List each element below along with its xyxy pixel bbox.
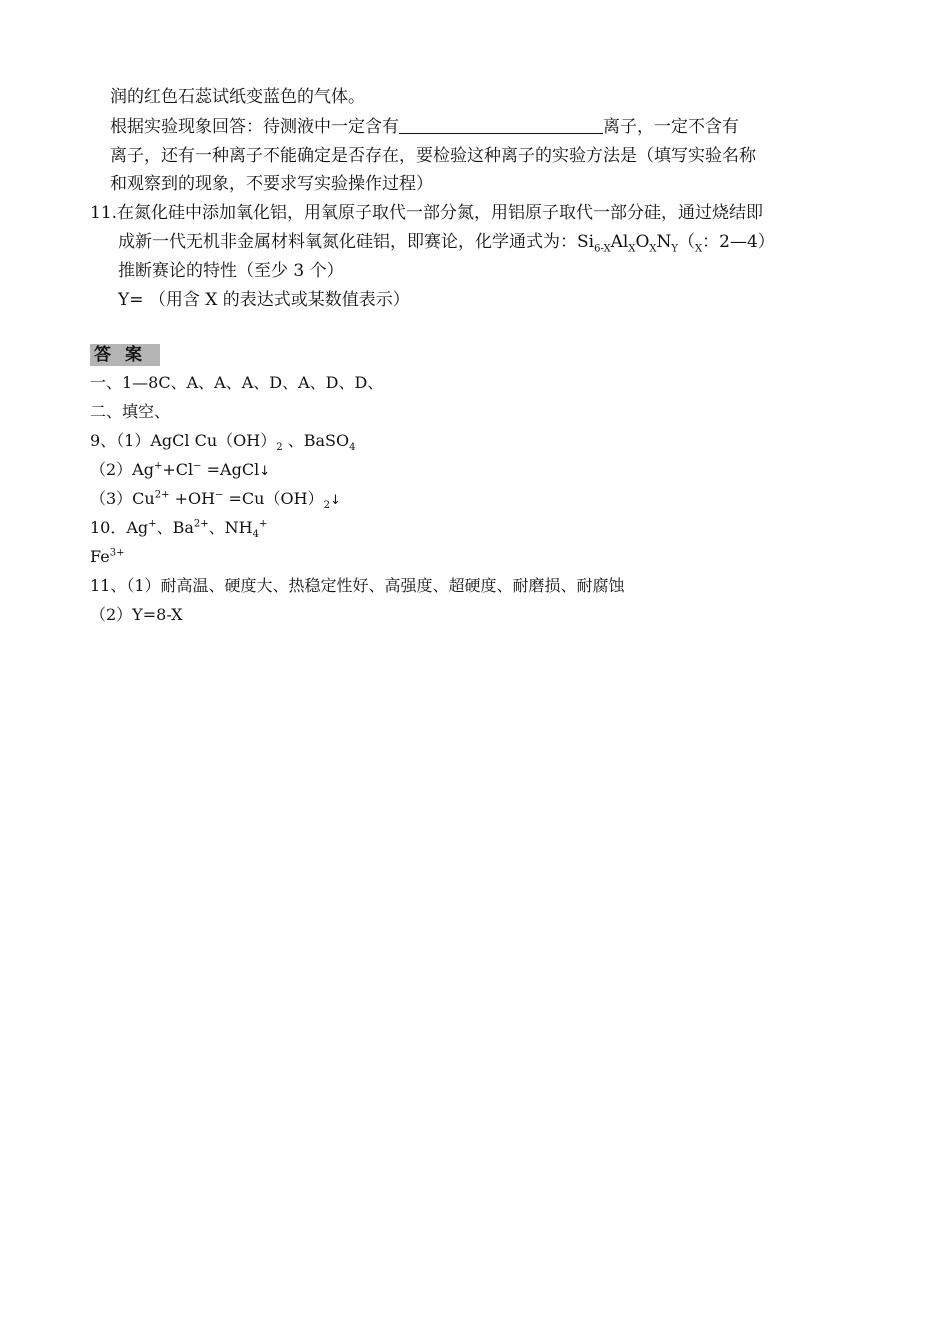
question-line-1: 润的红色石蕊试纸变蓝色的气体。 bbox=[110, 87, 365, 107]
answer-10-fe: $Fe^{3+}$ bbox=[90, 547, 125, 566]
answer-9-2: （2）Ag++Cl− =AgCl↓ bbox=[90, 460, 271, 479]
answer-section-title: 答案 bbox=[90, 344, 160, 366]
question-11-line-4: Y= （用含 X 的表达式或某数值表示） bbox=[118, 290, 410, 310]
answer-9-1: 9、（1）AgCl $Cu(OH)_2$ 、BaSO$_4$ bbox=[90, 431, 356, 454]
question-line-4: 和观察到的现象，不要求写实验操作过程） bbox=[110, 174, 433, 194]
question-line-3: 离子，还有一种离子不能确定是否存在，要检验这种离子的实验方法是（填写实验名称 bbox=[110, 146, 756, 166]
answer-blank[interactable] bbox=[399, 117, 603, 134]
answer-11-2: （2）Y=8-X bbox=[90, 605, 183, 624]
question-11-line-3: 推断赛论的特性（至少 3 个） bbox=[118, 261, 344, 281]
precipitate-arrow-icon: ↓ bbox=[259, 464, 271, 479]
answer-10: 10．Ag+、$Ba^{2+}$、$NH_4^+$ bbox=[90, 518, 268, 541]
answer-mc: 一、1—8C、A、A、A、D、A、D、D、 bbox=[90, 373, 384, 392]
precipitate-arrow-icon: ↓ bbox=[329, 493, 341, 508]
question-11-line-1: 11.在氮化硅中添加氧化铝，用氧原子取代一部分氮，用铝原子取代一部分硅，通过烧结即 bbox=[90, 203, 764, 223]
question-11-formula-line: 成新一代无机非金属材料氧氮化硅铝，即赛论，化学通式为：$Si_{6-X}Al_XO_XN_Y(_X$：2—4） bbox=[118, 232, 775, 255]
answer-11-1: 11、（1）耐高温、硬度大、热稳定性好、高强度、超硬度、耐磨损、耐腐蚀 bbox=[90, 576, 625, 595]
question-line-2 bbox=[110, 116, 860, 138]
answer-fill-heading: 二、填空、 bbox=[90, 402, 171, 421]
question-line-2-tail: 离子，一定不含有 bbox=[603, 117, 739, 137]
answer-9-3: $(3)Cu^{2+} +OH^-$ $=Cu(OH)_2↓$ bbox=[90, 489, 341, 512]
question-line-2-text: 根据实验现象回答：待测液中一定含有 bbox=[110, 117, 399, 137]
